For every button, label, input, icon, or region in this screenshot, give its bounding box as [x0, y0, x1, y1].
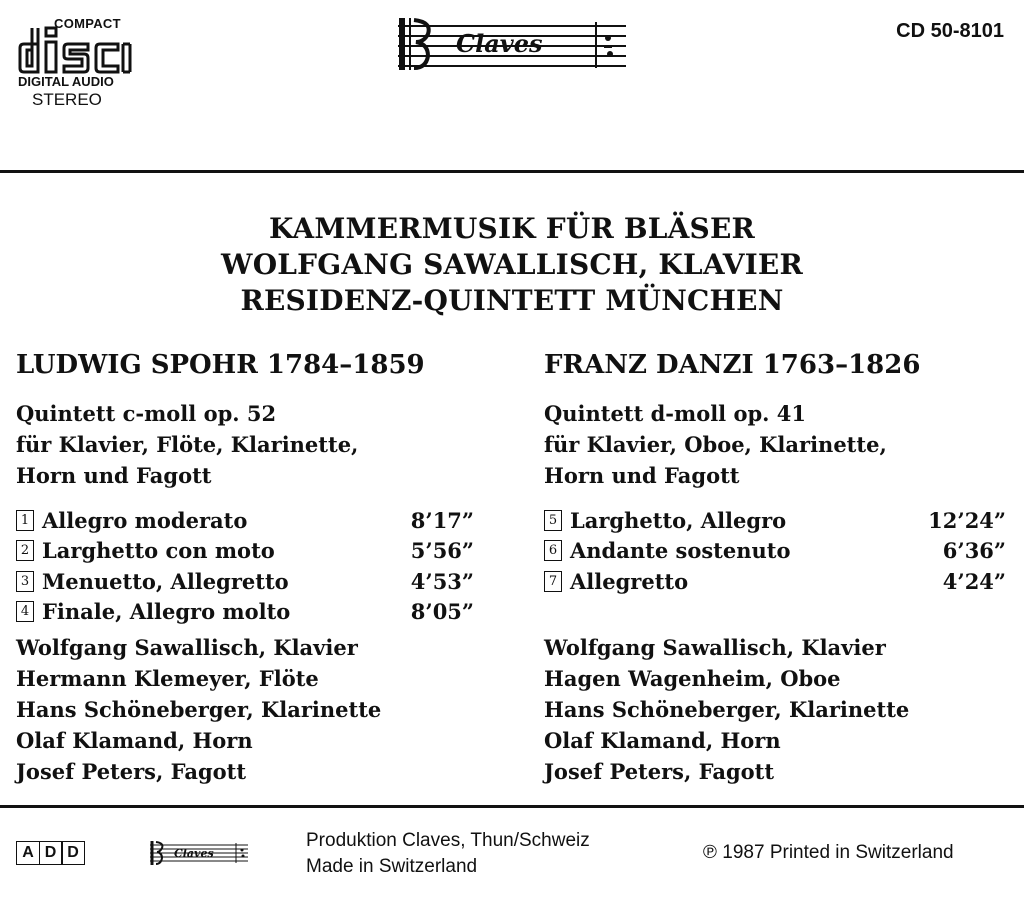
header-divider — [0, 170, 1024, 173]
track-duration: 12’24” — [928, 507, 1006, 533]
catalog-number: CD 50-8101 — [896, 20, 1004, 42]
track-title: Andante sostenuto — [570, 538, 791, 564]
performer: Olaf Klamand, Horn — [544, 728, 781, 753]
album-titles — [0, 211, 1024, 319]
track-title: Allegro moderato — [42, 507, 248, 533]
cd-logo-compact: COMPACT — [54, 16, 121, 31]
spars-code — [16, 841, 84, 865]
spohr-column — [16, 350, 486, 784]
track-list — [16, 505, 486, 627]
performer: Wolfgang Sawallisch, Klavier — [544, 635, 886, 660]
production-line: Produktion Claves, Thun/Schweiz — [306, 830, 590, 851]
album-title-line: WOLFGANG SAWALLISCH, KLAVIER — [221, 248, 803, 281]
track-list — [544, 505, 1014, 597]
track-duration: 8’05” — [410, 599, 474, 625]
track-duration: 4’24” — [942, 568, 1006, 594]
performer: Josef Peters, Fagott — [544, 759, 775, 784]
performer: Josef Peters, Fagott — [16, 759, 247, 784]
claves-staff-logo-icon — [150, 840, 250, 866]
track-number: 3 — [16, 571, 34, 592]
work-line: für Klavier, Flöte, Klarinette, — [16, 432, 359, 457]
cd-logo-stereo: STEREO — [32, 90, 102, 109]
production-info — [306, 828, 590, 880]
track-number: 1 — [16, 510, 34, 531]
made-in-line: Made in Switzerland — [306, 856, 478, 877]
track-number: 7 — [544, 571, 562, 592]
claves-label-logo — [398, 16, 628, 76]
claves-logo-text: Claves — [456, 29, 543, 58]
performer: Hans Schöneberger, Klarinette — [16, 697, 382, 722]
track-title: Finale, Allegro molto — [42, 599, 291, 625]
cd-logo-digital-audio: DIGITAL AUDIO — [18, 74, 114, 89]
spars-letter: A — [16, 841, 40, 865]
danzi-column — [544, 350, 1014, 784]
track-duration: 8’17” — [410, 507, 474, 533]
work-line: Horn und Fagott — [544, 463, 740, 488]
performer-list — [544, 632, 909, 787]
track-number: 5 — [544, 510, 562, 531]
track-row — [544, 505, 1006, 536]
track-number: 2 — [16, 540, 34, 561]
compact-disc-logo — [18, 14, 138, 114]
track-duration: 5’56” — [410, 538, 474, 564]
cd-logo-disc-wordmark — [18, 26, 136, 76]
track-row — [544, 536, 1006, 567]
work-line: Horn und Fagott — [16, 463, 212, 488]
work-line: Quintett d-moll op. 41 — [544, 401, 807, 426]
track-row — [16, 505, 474, 536]
claves-small-logo-text: Claves — [174, 847, 214, 860]
track-title: Larghetto, Allegro — [570, 507, 787, 533]
performer: Wolfgang Sawallisch, Klavier — [16, 635, 358, 660]
performer: Olaf Klamand, Horn — [16, 728, 253, 753]
work-line: Quintett c-moll op. 52 — [16, 401, 277, 426]
track-row — [16, 536, 474, 567]
composer-heading: FRANZ DANZI 1763–1826 — [544, 350, 921, 380]
track-title: Allegretto — [570, 568, 689, 594]
spars-letter: D — [39, 841, 63, 865]
album-title-line: RESIDENZ-QUINTETT MÜNCHEN — [240, 284, 784, 317]
claves-staff-logo-icon — [398, 16, 628, 72]
composer-heading: LUDWIG SPOHR 1784–1859 — [16, 350, 425, 380]
album-title-line: KAMMERMUSIK FÜR BLÄSER — [269, 212, 755, 245]
work-line: für Klavier, Oboe, Klarinette, — [544, 432, 887, 457]
spars-letter: D — [61, 841, 85, 865]
track-duration: 4’53” — [410, 568, 474, 594]
performer: Hans Schöneberger, Klarinette — [544, 697, 910, 722]
performer: Hermann Klemeyer, Flöte — [16, 666, 319, 691]
track-row — [544, 566, 1006, 597]
track-title: Larghetto con moto — [42, 538, 275, 564]
footer-divider — [0, 805, 1024, 808]
claves-small-logo — [150, 840, 250, 870]
track-row — [16, 597, 474, 628]
track-duration: 6’36” — [942, 538, 1006, 564]
track-number: 4 — [16, 601, 34, 622]
track-number: 6 — [544, 540, 562, 561]
performer: Hagen Wagenheim, Oboe — [544, 666, 841, 691]
copyright-printed: ℗ 1987 Printed in Switzerland — [703, 842, 954, 863]
performer-list — [16, 632, 381, 787]
track-title: Menuetto, Allegretto — [42, 568, 289, 594]
track-row — [16, 566, 474, 597]
